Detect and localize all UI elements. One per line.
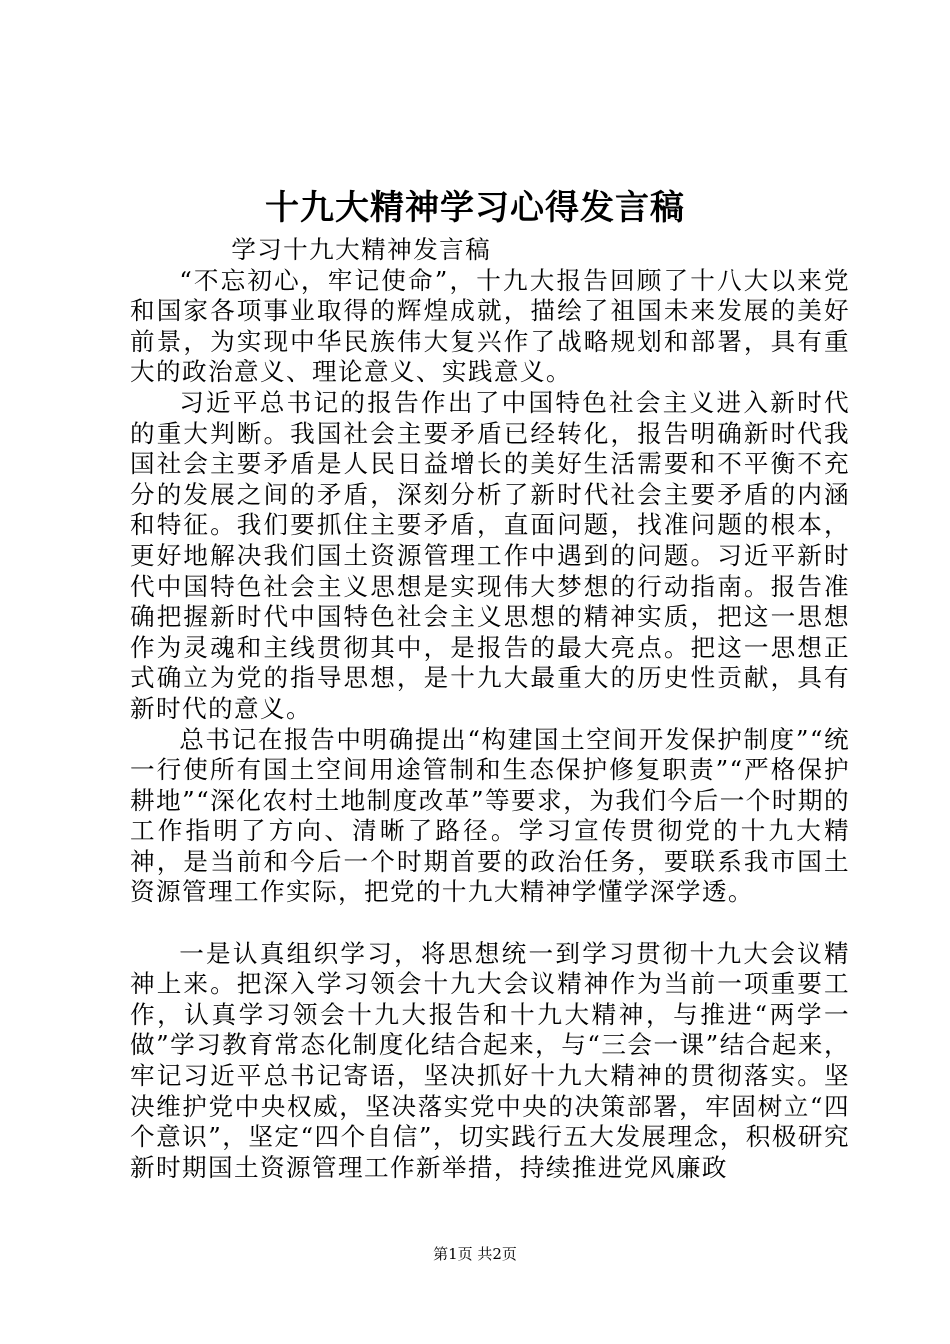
- subtitle-text: 学习十九大精神发言稿: [231, 235, 492, 264]
- paragraph-spacer: [130, 908, 850, 939]
- document-subtitle: [130, 235, 850, 266]
- paragraph-1: “不忘初心，牢记使命”，十九大报告回顾了十八大以来党和国家各项事业取得的辉煌成就，描绘了祖国未来发展的美好前景，为实现中华民族伟大复兴作了战略规划和部署，具有重大的政治意义、理论意义、实践意义。: [130, 265, 850, 387]
- document-body: [130, 235, 850, 1183]
- paragraph-4: 一是认真组织学习，将思想统一到学习贯彻十九大会议精神上来。把深入学习领会十九大会议精神作为当前一项重要工作，认真学习领会十九大报告和十九大精神，与推进“两学一做”学习教育常态化制度化结合起来，与“三会一课”结合起来，牢记习近平总书记寄语，坚决抓好十九大精神的贯彻落实。坚决维护党中央权威，坚决落实党中央的决策部署，牢固树立“四个意识”，坚定“四个自信”，切实践行五大发展理念，积极研究新时期国土资源管理工作新举措，持续推进党风廉政: [130, 938, 850, 1182]
- page-number-footer: 第1页 共2页: [433, 1245, 517, 1263]
- document-title: 十九大精神学习心得发言稿: [265, 188, 685, 228]
- paragraph-2: 习近平总书记的报告作出了中国特色社会主义进入新时代的重大判断。我国社会主要矛盾已经转化，报告明确新时代我国社会主要矛盾是人民日益增长的美好生活需要和不平衡不充分的发展之间的矛盾，深刻分析了新时代社会主要矛盾的内涵和特征。我们要抓住主要矛盾，直面问题，找准问题的根本，更好地解决我们国土资源管理工作中遇到的问题。习近平新时代中国特色社会主义思想是实现伟大梦想的行动指南。报告准确把握新时代中国特色社会主义思想的精神实质，把这一思想作为灵魂和主线贯彻其中，是报告的最大亮点。把这一思想正式确立为党的指导思想，是十九大最重大的历史性贡献，具有新时代的意义。: [130, 387, 850, 723]
- paragraph-3: 总书记在报告中明确提出“构建国土空间开发保护制度”“统一行使所有国土空间用途管制和生态保护修复职责”“严格保护耕地”“深化农村土地制度改革”等要求，为我们今后一个时期的工作指明了方向、清晰了路径。学习宣传贯彻党的十九大精神，是当前和今后一个时期首要的政治任务，要联系我市国土资源管理工作实际，把党的十九大精神学懂学深学透。: [130, 724, 850, 907]
